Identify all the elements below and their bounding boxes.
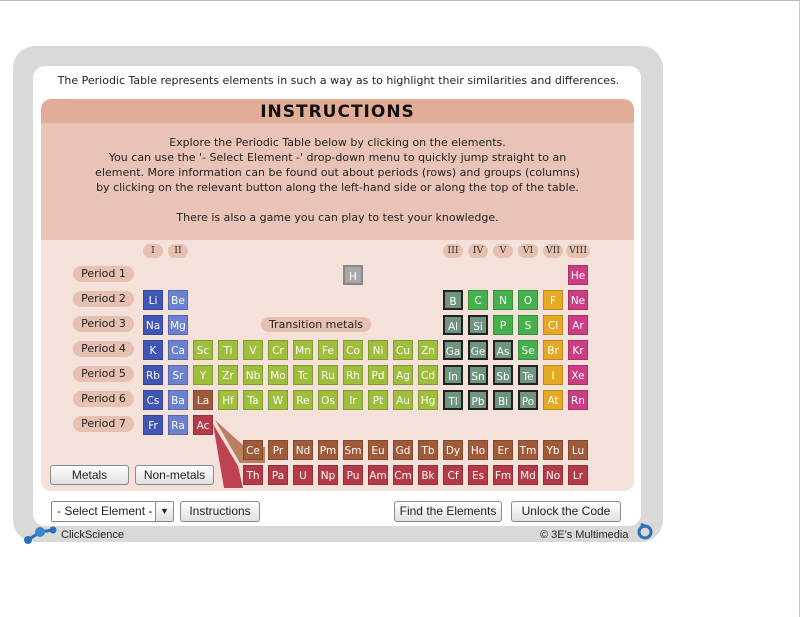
element-md[interactable]: Md — [518, 465, 538, 485]
element-au[interactable]: Au — [393, 390, 413, 410]
period-2-button[interactable]: Period 2 — [73, 291, 134, 307]
element-gd[interactable]: Gd — [393, 440, 413, 460]
group-8-button[interactable]: VIII — [566, 244, 590, 258]
instructions-button[interactable]: Instructions — [180, 501, 260, 522]
element-po[interactable]: Po — [518, 390, 538, 410]
element-cu[interactable]: Cu — [393, 340, 413, 360]
element-ca[interactable]: Ca — [168, 340, 188, 360]
element-er[interactable]: Er — [493, 440, 513, 460]
element-cr[interactable]: Cr — [268, 340, 288, 360]
element-u[interactable]: U — [293, 465, 313, 485]
element-he[interactable]: He — [568, 265, 588, 285]
element-cm[interactable]: Cm — [393, 465, 413, 485]
group-5-button[interactable]: V — [493, 244, 513, 258]
element-sn[interactable]: Sn — [468, 365, 488, 385]
element-ta[interactable]: Ta — [243, 390, 263, 410]
element-li[interactable]: Li — [143, 290, 163, 310]
element-rh[interactable]: Rh — [343, 365, 363, 385]
element-mo[interactable]: Mo — [268, 365, 288, 385]
element-pm[interactable]: Pm — [318, 440, 338, 460]
select-element-value: - Select Element - — [57, 504, 153, 518]
element-yb[interactable]: Yb — [543, 440, 563, 460]
element-np[interactable]: Np — [318, 465, 338, 485]
group-3-button[interactable]: III — [443, 244, 463, 258]
element-b[interactable]: B — [443, 290, 463, 310]
element-lr[interactable]: Lr — [568, 465, 588, 485]
element-ra[interactable]: Ra — [168, 415, 188, 435]
instructions-line: You can use the '- Select Element -' drop-down menu to quickly jump straight to an — [108, 151, 567, 164]
element-na[interactable]: Na — [143, 315, 163, 335]
unlock-code-button[interactable]: Unlock the Code — [511, 501, 621, 522]
element-la[interactable]: La — [193, 390, 213, 410]
element-n[interactable]: N — [493, 290, 513, 310]
group-6-button[interactable]: VI — [518, 244, 538, 258]
element-i[interactable]: I — [543, 365, 563, 385]
element-pt[interactable]: Pt — [368, 390, 388, 410]
element-be[interactable]: Be — [168, 290, 188, 310]
3es-logo-icon — [635, 521, 655, 541]
element-ga[interactable]: Ga — [443, 340, 463, 360]
element-cd[interactable]: Cd — [418, 365, 438, 385]
period-3-button[interactable]: Period 3 — [73, 316, 134, 332]
element-sm[interactable]: Sm — [343, 440, 363, 460]
element-ag[interactable]: Ag — [393, 365, 413, 385]
instructions-line: There is also a game you can play to test your knowledge. — [176, 211, 499, 224]
element-ba[interactable]: Ba — [168, 390, 188, 410]
element-pu[interactable]: Pu — [343, 465, 363, 485]
element-bi[interactable]: Bi — [493, 390, 513, 410]
element-ar[interactable]: Ar — [568, 315, 588, 335]
element-rn[interactable]: Rn — [568, 390, 588, 410]
element-in[interactable]: In — [443, 365, 463, 385]
element-nd[interactable]: Nd — [293, 440, 313, 460]
element-fr[interactable]: Fr — [143, 415, 163, 435]
instructions-title: INSTRUCTIONS — [41, 99, 634, 123]
group-7-button[interactable]: VII — [543, 244, 563, 258]
period-6-button[interactable]: Period 6 — [73, 391, 134, 407]
element-al[interactable]: Al — [443, 315, 463, 335]
element-xe[interactable]: Xe — [568, 365, 588, 385]
element-co[interactable]: Co — [343, 340, 363, 360]
period-5-button[interactable]: Period 5 — [73, 366, 134, 382]
instructions-line: by clicking on the relevant button along the left-hand side or along the top of the table. — [96, 181, 579, 194]
element-nb[interactable]: Nb — [243, 365, 263, 385]
select-element-dropdown[interactable] — [51, 501, 174, 522]
element-th[interactable]: Th — [243, 465, 263, 485]
element-h[interactable]: H — [343, 265, 363, 285]
footer-left-text: ClickScience — [61, 529, 124, 541]
element-si[interactable]: Si — [468, 315, 488, 335]
element-ne[interactable]: Ne — [568, 290, 588, 310]
element-o[interactable]: O — [518, 290, 538, 310]
element-s[interactable]: S — [518, 315, 538, 335]
period-4-button[interactable]: Period 4 — [73, 341, 134, 357]
element-se[interactable]: Se — [518, 340, 538, 360]
element-cf[interactable]: Cf — [443, 465, 463, 485]
instructions-body — [41, 123, 634, 240]
clickscience-logo-icon — [22, 522, 58, 546]
element-sr[interactable]: Sr — [168, 365, 188, 385]
element-es[interactable]: Es — [468, 465, 488, 485]
element-tl[interactable]: Tl — [443, 390, 463, 410]
element-mg[interactable]: Mg — [168, 315, 188, 335]
element-ru[interactable]: Ru — [318, 365, 338, 385]
element-sb[interactable]: Sb — [493, 365, 513, 385]
element-zn[interactable]: Zn — [418, 340, 438, 360]
element-ir[interactable]: Ir — [343, 390, 363, 410]
element-fe[interactable]: Fe — [318, 340, 338, 360]
element-fm[interactable]: Fm — [493, 465, 513, 485]
element-cs[interactable]: Cs — [143, 390, 163, 410]
chevron-down-icon[interactable]: ▼ — [155, 502, 173, 521]
element-pr[interactable]: Pr — [268, 440, 288, 460]
element-c[interactable]: C — [468, 290, 488, 310]
element-ac[interactable]: Ac — [193, 415, 213, 435]
group-4-button[interactable]: IV — [468, 244, 488, 258]
element-v[interactable]: V — [243, 340, 263, 360]
element-hg[interactable]: Hg — [418, 390, 438, 410]
element-zr[interactable]: Zr — [218, 365, 238, 385]
element-tm[interactable]: Tm — [518, 440, 538, 460]
element-f[interactable]: F — [543, 290, 563, 310]
element-pa[interactable]: Pa — [268, 465, 288, 485]
nonmetals-button[interactable]: Non-metals — [135, 465, 214, 485]
element-am[interactable]: Am — [368, 465, 388, 485]
find-elements-button[interactable]: Find the Elements — [394, 501, 502, 522]
element-pd[interactable]: Pd — [368, 365, 388, 385]
period-7-button[interactable]: Period 7 — [73, 416, 134, 432]
element-ge[interactable]: Ge — [468, 340, 488, 360]
element-as[interactable]: As — [493, 340, 513, 360]
element-sc[interactable]: Sc — [193, 340, 213, 360]
instructions-line: element. More information can be found out about periods (rows) and groups (columns) — [95, 166, 580, 179]
intro-text: The Periodic Table represents elements in such a way as to highlight their similarities and differences. — [57, 74, 620, 87]
element-mn[interactable]: Mn — [293, 340, 313, 360]
element-re[interactable]: Re — [293, 390, 313, 410]
element-kr[interactable]: Kr — [568, 340, 588, 360]
element-tc[interactable]: Tc — [293, 365, 313, 385]
group-1-button[interactable]: I — [143, 244, 163, 258]
element-pb[interactable]: Pb — [468, 390, 488, 410]
element-ce[interactable]: Ce — [243, 440, 263, 460]
element-p[interactable]: P — [493, 315, 513, 335]
footer-right-text: © 3E's Multimedia — [540, 529, 629, 541]
element-k[interactable]: K — [143, 340, 163, 360]
metals-button[interactable]: Metals — [50, 465, 129, 485]
element-ni[interactable]: Ni — [368, 340, 388, 360]
element-no[interactable]: No — [543, 465, 563, 485]
element-lu[interactable]: Lu — [568, 440, 588, 460]
group-2-button[interactable]: II — [168, 244, 188, 258]
transition-metals-label[interactable]: Transition metals — [261, 317, 371, 332]
element-y[interactable]: Y — [193, 365, 213, 385]
period-1-button[interactable]: Period 1 — [73, 266, 134, 282]
element-cl[interactable]: Cl — [543, 315, 563, 335]
instructions-line: Explore the Periodic Table below by clicking on the elements. — [169, 136, 506, 149]
element-ti[interactable]: Ti — [218, 340, 238, 360]
element-tb[interactable]: Tb — [418, 440, 438, 460]
element-at[interactable]: At — [543, 390, 563, 410]
element-ho[interactable]: Ho — [468, 440, 488, 460]
element-dy[interactable]: Dy — [443, 440, 463, 460]
element-te[interactable]: Te — [518, 365, 538, 385]
element-bk[interactable]: Bk — [418, 465, 438, 485]
element-eu[interactable]: Eu — [368, 440, 388, 460]
element-rb[interactable]: Rb — [143, 365, 163, 385]
element-w[interactable]: W — [268, 390, 288, 410]
element-br[interactable]: Br — [543, 340, 563, 360]
element-os[interactable]: Os — [318, 390, 338, 410]
element-hf[interactable]: Hf — [218, 390, 238, 410]
window-top-border — [0, 0, 800, 1]
